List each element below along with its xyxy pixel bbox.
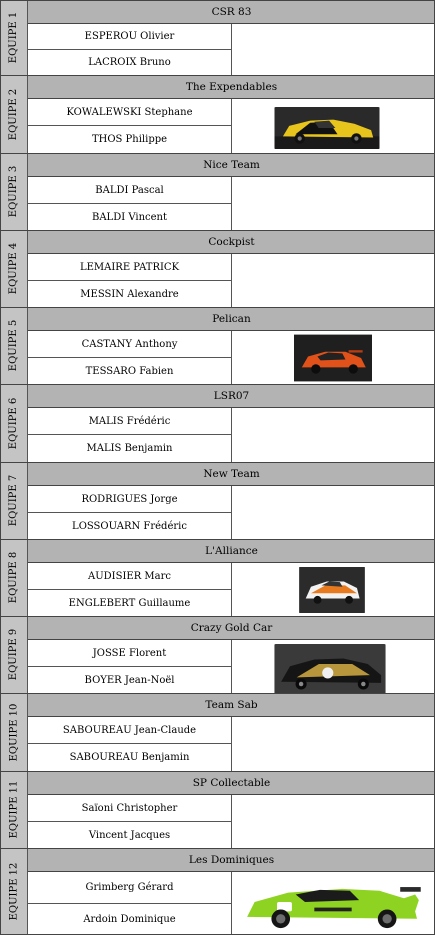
driver-name: SABOUREAU Benjamin [28, 744, 232, 771]
team-name: Team Sab [28, 693, 435, 717]
team-name: Cockpist [28, 230, 435, 254]
driver-name: Saïoni Christopher [28, 795, 232, 822]
team-side-label [0, 848, 28, 935]
team-block [0, 693, 435, 771]
team-block [0, 462, 435, 539]
team-block [0, 771, 435, 848]
car-photo-cell [232, 640, 435, 693]
team-separator [0, 848, 435, 849]
team-number-label: EQUIPE 10 [8, 703, 19, 761]
team-block [0, 848, 435, 935]
team-name: LSR07 [28, 384, 435, 408]
team-block [0, 616, 435, 693]
team-name: New Team [28, 462, 435, 486]
car-photo-cell [232, 408, 435, 462]
race-car-image [274, 107, 380, 149]
team-separator [0, 539, 435, 540]
driver-name: Vincent Jacques [28, 822, 232, 848]
team-separator [0, 771, 435, 772]
team-separator [0, 75, 435, 76]
driver-name: LACROIX Bruno [28, 50, 232, 75]
driver-name: JOSSE Florent [28, 640, 232, 667]
team-number-label: EQUIPE 11 [8, 780, 19, 839]
team-name: Les Dominiques [28, 848, 435, 872]
team-side-label [0, 693, 28, 771]
car-photo-cell [232, 872, 435, 935]
team-name: CSR 83 [28, 0, 435, 24]
car-photo-cell [232, 331, 435, 384]
driver-name: AUDISIER Marc [28, 563, 232, 590]
team-number-label: EQUIPE 1 [8, 11, 20, 64]
team-number-label: EQUIPE 5 [8, 319, 20, 372]
team-separator [0, 0, 435, 1]
team-number-label: EQUIPE 9 [8, 628, 20, 681]
team-separator [0, 616, 435, 617]
race-car-image [274, 644, 386, 694]
team-separator [0, 230, 435, 231]
car-photo-cell [232, 563, 435, 616]
driver-name: LEMAIRE PATRICK [28, 254, 232, 281]
team-number-label: EQUIPE 12 [8, 862, 19, 921]
team-side-label [0, 307, 28, 384]
team-block [0, 0, 435, 75]
team-number-label: EQUIPE 2 [8, 88, 20, 140]
team-separator [0, 693, 435, 694]
team-block [0, 307, 435, 384]
team-number-label: EQUIPE 3 [8, 165, 20, 218]
driver-name: ESPEROU Olivier [28, 24, 232, 50]
car-photo-cell [232, 24, 435, 75]
driver-name: Grimberg Gérard [28, 872, 232, 904]
team-block [0, 539, 435, 616]
race-car-image [294, 333, 372, 383]
race-car-image [236, 874, 430, 930]
team-number-label: EQUIPE 6 [8, 397, 20, 449]
driver-name: SABOUREAU Jean-Claude [28, 717, 232, 744]
team-side-label [0, 230, 28, 307]
driver-name: LOSSOUARN Frédéric [28, 513, 232, 539]
team-number-label: EQUIPE 4 [8, 242, 20, 295]
team-name: SP Collectable [28, 771, 435, 795]
team-name: Pelican [28, 307, 435, 331]
team-block [0, 75, 435, 153]
team-side-label [0, 462, 28, 539]
team-block [0, 384, 435, 462]
driver-name: ENGLEBERT Guillaume [28, 590, 232, 616]
driver-name: BALDI Vincent [28, 204, 232, 230]
car-photo-cell [232, 99, 435, 153]
car-photo-cell [232, 795, 435, 848]
team-number-label: EQUIPE 7 [8, 474, 20, 527]
car-photo-cell [232, 254, 435, 307]
team-name: Crazy Gold Car [28, 616, 435, 640]
driver-name: Ardoin Dominique [28, 904, 232, 935]
driver-name: MESSIN Alexandre [28, 281, 232, 307]
team-block [0, 153, 435, 230]
team-side-label [0, 75, 28, 153]
team-name: L'Alliance [28, 539, 435, 563]
team-name: The Expendables [28, 75, 435, 99]
team-side-label [0, 539, 28, 616]
driver-name: MALIS Frédéric [28, 408, 232, 435]
team-side-label [0, 153, 28, 230]
driver-name: CASTANY Anthony [28, 331, 232, 358]
driver-name: MALIS Benjamin [28, 435, 232, 462]
driver-name: KOWALEWSKI Stephane [28, 99, 232, 126]
team-block [0, 230, 435, 307]
team-side-label [0, 0, 28, 75]
team-side-label [0, 384, 28, 462]
car-photo-cell [232, 177, 435, 230]
driver-name: THOS Philippe [28, 126, 232, 153]
team-name: Nice Team [28, 153, 435, 177]
car-photo-cell [232, 486, 435, 539]
car-photo-cell [232, 717, 435, 771]
team-separator [0, 384, 435, 385]
team-separator [0, 462, 435, 463]
team-number-label: EQUIPE 8 [8, 551, 20, 604]
driver-name: BOYER Jean-Noël [28, 667, 232, 693]
team-separator [0, 307, 435, 308]
driver-name: BALDI Pascal [28, 177, 232, 204]
team-separator [0, 153, 435, 154]
team-side-label [0, 771, 28, 848]
driver-name: TESSARO Fabien [28, 358, 232, 384]
race-car-image [298, 567, 366, 613]
driver-name: RODRIGUES Jorge [28, 486, 232, 513]
team-side-label [0, 616, 28, 693]
